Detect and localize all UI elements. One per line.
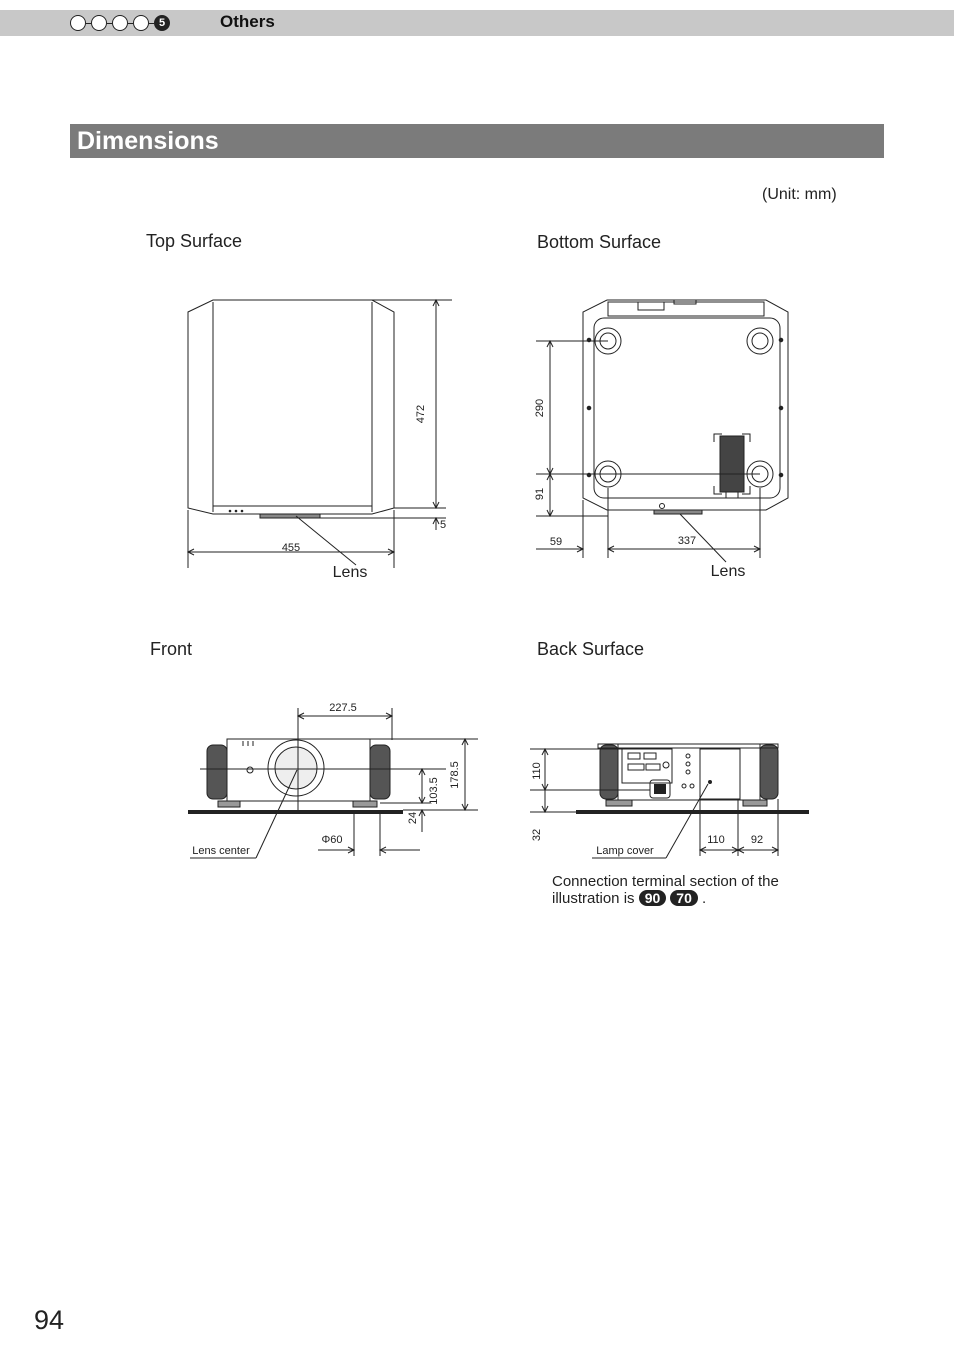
back-side-offset-value: 92 xyxy=(750,834,764,846)
back-surface-drawing xyxy=(530,744,809,858)
back-lower-height-value: 32 xyxy=(531,828,543,842)
back-right-foot xyxy=(743,800,767,806)
front-foot-height-value: 24 xyxy=(407,811,419,825)
bottom-surface-label: Bottom Surface xyxy=(537,232,662,252)
floor-line xyxy=(188,810,403,814)
page-title: Dimensions xyxy=(77,127,219,155)
right-side-vent xyxy=(370,745,390,799)
screw-dot xyxy=(779,473,783,477)
screw-dot xyxy=(779,338,783,342)
front-lens-height-value: 103.5 xyxy=(428,777,440,805)
back-left-foot xyxy=(606,800,632,806)
bottom-side-offset-value: 59 xyxy=(549,536,563,548)
model-badge-70: 70 xyxy=(670,890,698,906)
note-text: Connection terminal section of the illustration is xyxy=(552,873,779,907)
bottom-lens-label: Lens xyxy=(710,563,746,580)
page-number: 94 xyxy=(34,1305,65,1335)
front-right-foot xyxy=(353,801,377,807)
top-lens-label: Lens xyxy=(332,564,368,581)
lens-leader-line xyxy=(296,516,356,565)
bottom-vent-grille xyxy=(720,436,744,492)
back-panel xyxy=(618,744,760,800)
top-width-value: 455 xyxy=(281,542,301,554)
screw-dot xyxy=(587,406,591,410)
terminal-port-icon xyxy=(646,764,660,770)
back-upper-height-value: 110 xyxy=(531,762,543,780)
back-lamp-offset-value: 110 xyxy=(707,834,725,846)
terminal-jack-icon xyxy=(686,754,690,758)
bottom-foot-depth-value: 290 xyxy=(534,398,546,418)
front-left-foot xyxy=(218,801,240,807)
lamp-cover-screw xyxy=(709,781,712,784)
lamp-cover-label: Lamp cover xyxy=(596,845,654,857)
lens-icon xyxy=(275,747,317,789)
bottom-rear-tab xyxy=(638,302,664,310)
terminal-port-icon xyxy=(628,764,644,770)
bottom-screw-icon xyxy=(660,504,665,509)
terminal-port-icon xyxy=(644,753,656,759)
front-label: Front xyxy=(150,639,193,659)
terminal-port-icon xyxy=(628,753,640,759)
projector-top-outline xyxy=(188,300,394,514)
projector-bottom-outline xyxy=(583,300,788,510)
back-surface-label: Back Surface xyxy=(537,639,645,659)
bottom-surface-drawing xyxy=(536,300,788,562)
note-suffix: . xyxy=(702,890,707,907)
foot-icon xyxy=(747,328,773,354)
bottom-foot-width-value: 337 xyxy=(677,535,697,547)
unit-note: (Unit: mm) xyxy=(762,186,837,203)
model-badge-90: 90 xyxy=(639,890,667,906)
bottom-lens-protrusion xyxy=(654,510,702,514)
back-top-edge xyxy=(598,744,778,748)
top-lens-protrusion-value: 5 xyxy=(440,519,447,531)
lens-center-label: Lens center xyxy=(192,845,250,857)
front-lens-diameter-value: Φ60 xyxy=(321,834,343,846)
terminal-jack-icon xyxy=(686,762,690,766)
lens-protrusion xyxy=(260,514,320,518)
top-depth-value: 472 xyxy=(415,404,427,424)
terminal-jack-icon xyxy=(686,770,690,774)
power-inlet-socket xyxy=(654,784,666,794)
chapter-current-icon: 5 xyxy=(154,15,170,31)
back-left-vent xyxy=(600,745,618,799)
front-total-height-value: 178.5 xyxy=(449,761,461,789)
connection-terminal-panel xyxy=(622,749,672,783)
terminal-port-icon xyxy=(663,762,669,768)
lamp-cover-leader xyxy=(666,784,708,858)
foot-icon xyxy=(752,333,768,349)
bottom-foot-offset-value: 91 xyxy=(534,487,546,501)
left-side-vent xyxy=(207,745,227,799)
terminal-jack-icon xyxy=(690,784,694,788)
front-sensor-icon xyxy=(247,767,253,773)
top-surface-label: Top Surface xyxy=(146,231,243,251)
terminal-jack-icon xyxy=(682,784,686,788)
section-label: Others xyxy=(220,12,275,31)
back-right-vent xyxy=(760,745,778,799)
lamp-cover xyxy=(700,749,740,799)
led-dot xyxy=(229,510,231,512)
screw-dot xyxy=(779,406,783,410)
top-surface-drawing xyxy=(188,300,452,568)
led-dot xyxy=(241,510,243,512)
led-dot xyxy=(235,510,237,512)
vent-tab xyxy=(726,492,738,498)
connection-terminal-note xyxy=(552,873,832,907)
front-lens-offset-value: 227.5 xyxy=(329,702,357,714)
